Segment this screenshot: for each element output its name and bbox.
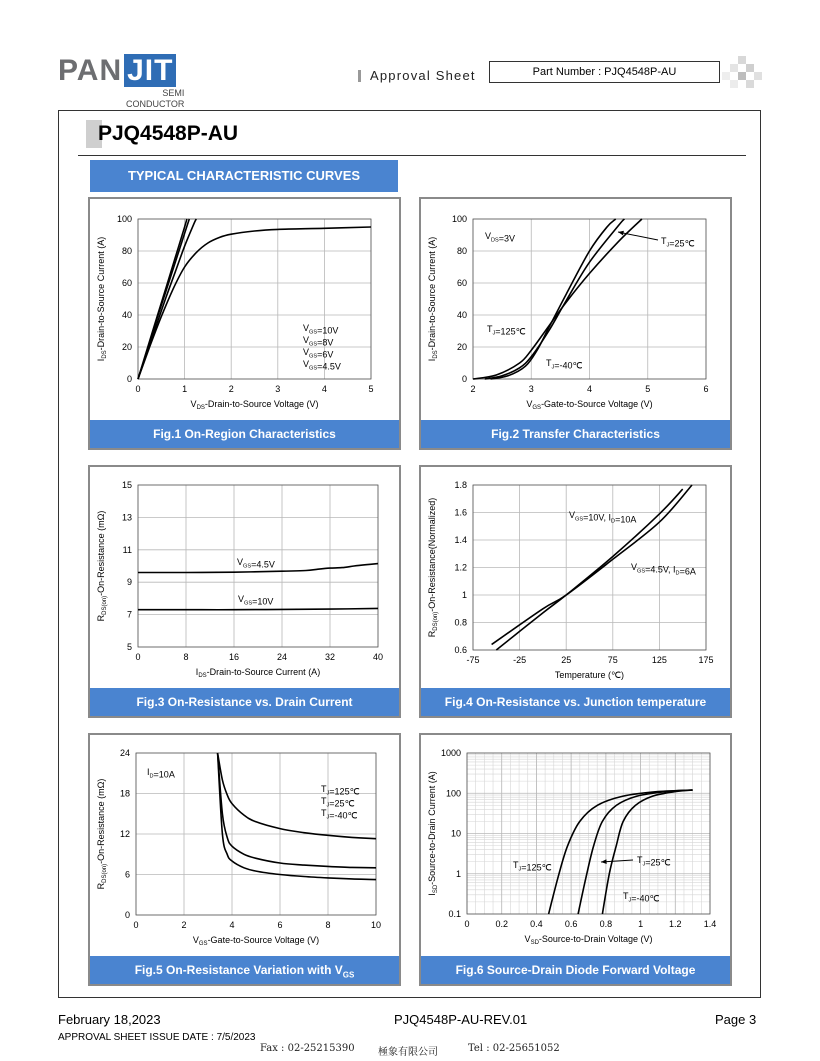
x-tick-label: 6	[703, 384, 709, 394]
y-tick-label: 13	[121, 512, 132, 523]
x-axis-label: $V_{GS}-Gate-to$-Source Voltage (V)	[526, 399, 653, 411]
x-axis-label: $V_{SD}-Source-to$-Drain Voltage (V)	[524, 934, 653, 946]
chart-panel-fig6	[419, 733, 732, 986]
series-line-4	[138, 227, 371, 379]
annotation-vgs-10v: $V_{GS}=10V$, $I_D=10A$	[569, 510, 637, 525]
series-line-1	[549, 790, 693, 914]
y-tick-label: 12	[119, 829, 130, 839]
chart-panel-fig2	[419, 197, 732, 450]
footer-company: 極象有限公司	[378, 1047, 438, 1058]
annotation-tj-minus40: $T_J=-40℃$	[321, 808, 358, 821]
x-tick-label: 0	[133, 920, 139, 930]
y-tick-label: 1	[461, 590, 467, 600]
x-tick-label: 16	[228, 652, 240, 662]
y-tick-label: 40	[121, 310, 132, 320]
series-line-2	[138, 608, 378, 609]
x-tick-label: 4	[229, 920, 235, 930]
x-tick-label: 2	[228, 384, 234, 394]
y-tick-label: 0	[461, 374, 467, 384]
y-tick-label: 15	[121, 480, 132, 490]
y-tick-label: 7	[126, 609, 132, 620]
annotation-tj-125: $T_J=125℃$	[513, 860, 552, 873]
footer-issue-date: APPROVAL SHEET ISSUE DATE : 7/5/2023	[58, 1032, 256, 1043]
chart-fig6	[421, 735, 730, 956]
logo-text-pan: PAN	[58, 54, 123, 87]
y-tick-label: 60	[121, 278, 132, 288]
y-tick-label: 18	[119, 788, 130, 799]
y-tick-label: 10	[450, 828, 461, 839]
y-tick-label: 1000	[440, 748, 461, 758]
chart-fig3	[90, 467, 399, 688]
footer-fax: Fax : 02-25215390	[260, 1043, 355, 1054]
annotation-arrow-head	[601, 859, 607, 864]
x-tick-label: 6	[277, 920, 283, 930]
x-tick-label: 0.2	[495, 919, 508, 929]
annotation-vgs-4.5v: $V_{GS}=4.5V$	[237, 557, 275, 570]
caption-fig5	[90, 956, 399, 984]
x-tick-label: 0.4	[530, 919, 543, 929]
x-tick-label: 5	[645, 384, 651, 394]
chart-panel-fig5	[88, 733, 401, 986]
x-tick-label: 8	[325, 920, 331, 930]
x-axis-label: Temperature (℃)	[554, 670, 625, 680]
chart-panel-fig3	[88, 465, 401, 718]
x-tick-label: 4	[321, 384, 327, 394]
annotation-tj-125: $T_J=125℃$	[487, 324, 526, 337]
x-tick-label: 1.2	[669, 919, 682, 929]
y-axis-label: $R_{DS(on)}-On$-Resistance (mΩ)	[96, 510, 108, 622]
x-tick-label: -25	[513, 655, 527, 665]
y-tick-label: 100	[445, 788, 461, 799]
y-tick-label: 40	[456, 310, 467, 320]
legend-vgs-4.5v: $V_{GS}=4.5V$	[303, 359, 341, 372]
plot-border	[138, 219, 371, 379]
x-tick-label: 24	[276, 652, 288, 662]
x-tick-label: 40	[372, 652, 384, 662]
title-divider	[78, 155, 746, 156]
x-tick-label: 2	[470, 384, 476, 394]
y-tick-label: 1	[455, 868, 461, 879]
x-tick-label: 1	[638, 919, 644, 929]
caption-fig2: Fig.2 Transfer Characteristics	[421, 420, 730, 448]
x-tick-label: 3	[528, 384, 534, 394]
approval-sheet-label: Approval Sheet	[370, 68, 476, 83]
y-tick-label: 0.6	[454, 645, 467, 655]
y-axis-label: $I_{DS}-Drain-to$-Source Current (A)	[96, 236, 108, 362]
y-tick-label: 80	[456, 246, 467, 256]
caption-fig3: Fig.3 On-Resistance vs. Drain Current	[90, 688, 399, 716]
y-axis-label: $I_{SD}-Source-to$-Drain Current (A)	[427, 771, 439, 896]
section-title: TYPICAL CHARACTERISTIC CURVES	[90, 160, 398, 192]
x-tick-label: 0	[464, 919, 470, 929]
annotation-tj-125: $T_J=125℃$	[321, 784, 360, 797]
x-axis-label: $V_{DS}-Drain-to$-Source Voltage (V)	[190, 399, 319, 411]
x-tick-label: 5	[368, 384, 374, 394]
y-tick-label: 100	[451, 214, 467, 224]
annotation-arrow-head	[618, 231, 624, 236]
y-tick-label: 0.1	[448, 909, 461, 919]
caption-fig6: Fig.6 Source-Drain Diode Forward Voltage	[421, 956, 730, 984]
chart-panel-fig4	[419, 465, 732, 718]
caption-fig5-sub: GS	[342, 970, 355, 980]
chart-fig4	[421, 467, 730, 688]
y-tick-label: 1.8	[454, 480, 467, 490]
footer-revision: PJQ4548P-AU-REV.01	[394, 1012, 528, 1027]
x-tick-label: 32	[324, 652, 336, 662]
x-tick-label: 0.6	[564, 919, 578, 929]
y-tick-label: 0	[124, 910, 130, 920]
part-number-box: Part Number : PJQ4548P-AU	[489, 61, 720, 83]
y-tick-label: 5	[126, 642, 132, 652]
x-axis-label: $V_{GS}-Gate-to$-Source Voltage (V)	[192, 935, 320, 947]
x-tick-label: 175	[698, 655, 714, 665]
x-tick-label: 10	[370, 920, 382, 930]
y-tick-label: 60	[456, 278, 467, 288]
y-tick-label: 1.6	[454, 507, 467, 518]
legend-vgs-8v: $V_{GS}=8V$	[303, 335, 334, 348]
annotation-tj-minus40: $T_J=-40℃$	[623, 891, 660, 904]
logo-sub-semi: SEMI	[162, 88, 185, 98]
y-tick-label: 1.2	[454, 562, 467, 573]
footer-tel: Tel : 02-25651052	[468, 1043, 560, 1054]
x-tick-label: 25	[561, 655, 572, 665]
chart-fig2	[421, 199, 730, 420]
x-tick-label: 0.8	[599, 919, 613, 929]
x-axis-label: $I_{DS}-Drain-to$-Source Current (A)	[195, 667, 321, 679]
x-tick-label: 125	[651, 655, 667, 665]
chart-fig5	[90, 735, 399, 956]
x-tick-label: 8	[183, 652, 189, 662]
annotation-tj-25: $T_J=25℃$	[637, 855, 671, 868]
y-axis-label: $I_{DS}-Drain-to$-Source Current (A)	[427, 236, 439, 362]
annotation-id: $I_D=10A$	[147, 767, 175, 780]
legend-vgs-10v: $V_{GS}=10V$	[303, 323, 339, 336]
y-tick-label: 9	[126, 577, 132, 588]
x-tick-label: 3	[275, 384, 281, 394]
pixel-decoration-icon	[722, 52, 762, 92]
x-tick-label: 0	[135, 652, 141, 662]
chart-panel-fig1	[88, 197, 401, 450]
footer-date: February 18,2023	[58, 1012, 161, 1027]
caption-fig1: Fig.1 On-Region Characteristics	[90, 420, 399, 448]
logo-sub-conductor: CONDUCTOR	[126, 99, 185, 109]
y-axis-label: $R_{DS(on)}-On-Resistance(Normalized)$	[427, 497, 439, 638]
x-tick-label: 1	[182, 384, 188, 394]
x-tick-label: 4	[586, 384, 593, 394]
y-tick-label: 11	[122, 544, 132, 555]
panjit-logo	[58, 54, 176, 88]
annotation-tj-25: $T_J=25℃$	[321, 796, 355, 809]
y-tick-label: 0.8	[454, 617, 467, 628]
y-tick-label: 1.4	[454, 535, 467, 545]
annotation-tj-25: $T_J=25℃$	[661, 236, 695, 249]
x-tick-label: 2	[181, 920, 187, 930]
annotation-vgs-10v: $V_{GS}=10V$	[238, 594, 274, 607]
logo-text-jit: JIT	[124, 54, 176, 87]
logo-subtitle	[126, 88, 184, 110]
y-tick-label: 100	[116, 214, 132, 224]
product-title: PJQ4548P-AU	[98, 122, 239, 145]
caption-fig5-text: Fig.5 On-Resistance Variation with V	[134, 963, 343, 977]
caption-fig4: Fig.4 On-Resistance vs. Junction temperature	[421, 688, 730, 716]
chart-fig1	[90, 199, 399, 420]
y-tick-label: 20	[121, 342, 132, 352]
y-tick-label: 80	[121, 246, 132, 256]
annotation-tj-minus40: $T_J=-40℃$	[546, 358, 583, 371]
legend-vgs-6v: $V_{GS}=6V$	[303, 347, 334, 360]
x-tick-label: -75	[466, 655, 480, 665]
y-tick-label: 20	[456, 342, 467, 352]
x-tick-label: 0	[135, 384, 141, 394]
footer-page: Page 3	[715, 1012, 757, 1027]
annotation-vds: $V_{DS}=3V$	[485, 231, 516, 244]
y-tick-label: 0	[126, 374, 132, 384]
y-axis-label: $R_{DS(on)}-On$-Resistance (mΩ)	[96, 778, 108, 890]
y-tick-label: 24	[119, 748, 130, 758]
annotation-vgs-4.5v: $V_{GS}=4.5V$, $I_D=6A$	[631, 562, 696, 577]
y-tick-label: 6	[124, 869, 130, 880]
x-tick-label: 1.4	[703, 919, 717, 929]
x-tick-label: 75	[607, 655, 618, 665]
